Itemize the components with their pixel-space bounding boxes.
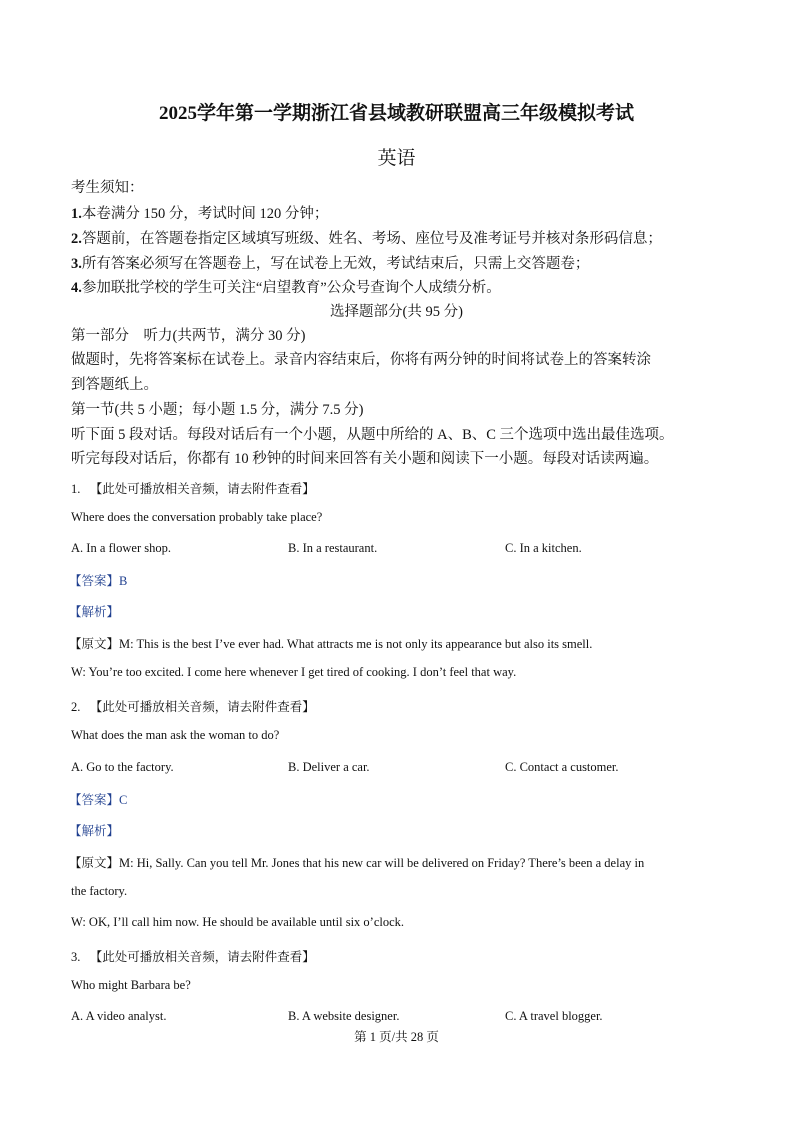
question-2-original-line-1: 【原文】M: Hi, Sally. Can you tell Mr. Jones that his new car will be delivered on Friday? There’s been a delay in [69, 856, 645, 870]
question-1-audio[interactable]: 1. 【此处可播放相关音频，请去附件查看】 [71, 482, 315, 496]
question-3-audio[interactable]: 3. 【此处可播放相关音频，请去附件查看】 [71, 950, 315, 964]
instruction-line-3: 听下面 5 段对话。每段对话后有一个小题，从题中所给的 A、B、C 三个选项中选出最佳选项。 [71, 427, 674, 443]
question-2-answer: 【答案】C [69, 793, 128, 807]
question-2-stem: What does the man ask the woman to do? [71, 728, 280, 742]
instruction-line-4: 听完每段对话后，你都有 10 秒钟的时间来回答有关小题和阅读下一小题。每段对话读两遍。 [71, 451, 659, 467]
section-title: 选择题部分(共 95 分) [330, 304, 463, 320]
notice-item-1: 1.本卷满分 150 分，考试时间 120 分钟； [71, 206, 329, 222]
question-2-original-line-2: the factory. [71, 884, 128, 898]
page-footer: 第 1 页/共 28 页 [354, 1030, 439, 1044]
question-1-option-b: B. In a restaurant. [288, 541, 378, 555]
notice-item-3: 3.所有答案必须写在答题卷上，写在试卷上无效，考试结束后，只需上交答题卷； [71, 256, 590, 272]
notice-heading: 考生须知： [71, 180, 144, 196]
question-2-analysis: 【解析】 [69, 824, 120, 838]
question-2-option-c: C. Contact a customer. [505, 760, 619, 774]
question-1-option-c: C. In a kitchen. [505, 541, 582, 555]
question-2-option-b: B. Deliver a car. [288, 760, 370, 774]
question-1-answer: 【答案】B [69, 574, 128, 588]
question-3-option-c: C. A travel blogger. [505, 1009, 603, 1023]
subsection-title: 第一节(共 5 小题；每小题 1.5 分，满分 7.5 分) [71, 402, 364, 418]
question-2-original-line-3: W: OK, I’ll call him now. He should be available until six o’clock. [71, 915, 405, 929]
question-1-analysis: 【解析】 [69, 605, 120, 619]
question-1-option-a: A. In a flower shop. [71, 541, 171, 555]
question-1-original-line-2: W: You’re too excited. I come here whenever I get tired of cooking. I don’t feel that way. [71, 665, 517, 679]
question-1-original-line-1: 【原文】M: This is the best I’ve ever had. What attracts me is not only its appearance but also its smell. [69, 637, 593, 651]
instruction-line-2: 到答题纸上。 [71, 377, 158, 393]
notice-item-4: 4.参加联批学校的学生可关注“启望教育”公众号查询个人成绩分析。 [71, 280, 501, 296]
question-3-option-a: A. A video analyst. [71, 1009, 167, 1023]
instruction-line-1: 做题时，先将答案标在试卷上。录音内容结束后，你将有两分钟的时间将试卷上的答案转涂 [71, 352, 651, 368]
question-2-option-a: A. Go to the factory. [71, 760, 174, 774]
subject-title: 英语 [377, 148, 416, 169]
notice-item-2: 2.答题前，在答题卷指定区域填写班级、姓名、考场、座位号及准考证号并核对条形码信息； [71, 231, 662, 247]
question-3-stem: Who might Barbara be? [71, 978, 191, 992]
part-1-title: 第一部分 听力(共两节，满分 30 分) [71, 328, 306, 344]
question-1-stem: Where does the conversation probably take place? [71, 510, 323, 524]
question-3-option-b: B. A website designer. [288, 1009, 400, 1023]
exam-title: 2025学年第一学期浙江省县域教研联盟高三年级模拟考试 [158, 103, 634, 124]
question-2-audio[interactable]: 2. 【此处可播放相关音频，请去附件查看】 [71, 700, 315, 714]
